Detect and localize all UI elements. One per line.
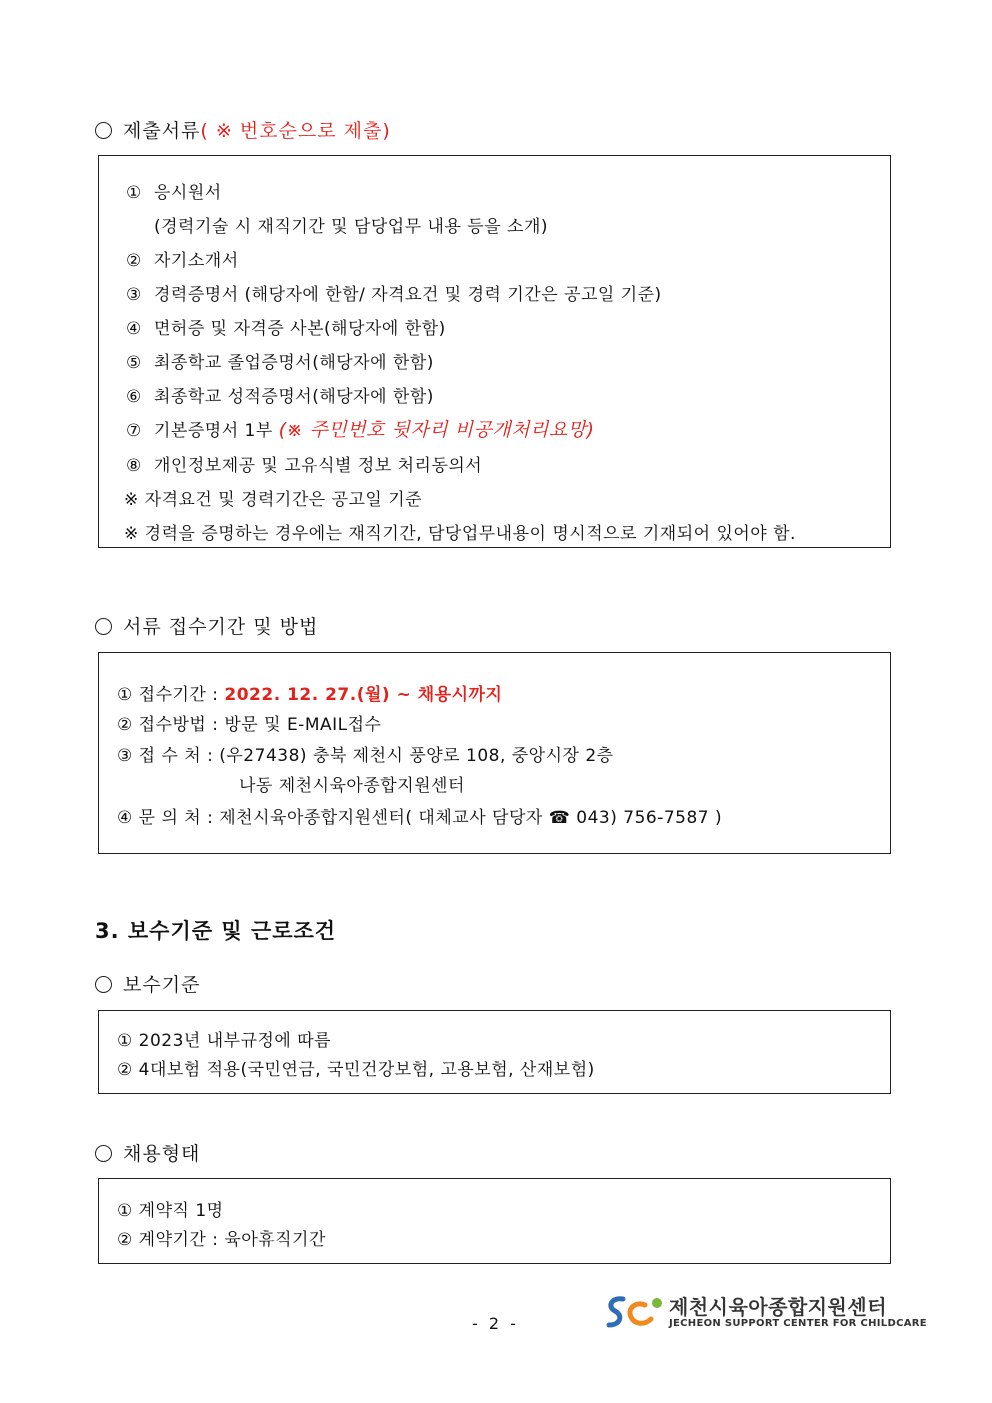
list-item: ⑥ 최종학교 성적증명서(해당자에 한함) <box>126 387 434 407</box>
reception-period: ① 접수기간 : 2022. 12. 27.(월) ~ 채용시까지 <box>117 685 503 705</box>
employment-box <box>98 1178 891 1264</box>
list-item: ⑧ 개인정보제공 및 고유식별 정보 처리동의서 <box>126 456 483 476</box>
list-item: ② 자기소개서 <box>126 251 239 271</box>
list-item: ③ 경력증명서 (해당자에 한함/ 자격요건 및 경력 기간은 공고일 기준) <box>126 285 662 305</box>
documents-order-note: ( ※ 번호순으로 제출) <box>200 120 391 142</box>
note-line: ※ 경력을 증명하는 경우에는 재직기간, 담당업무내용이 명시적으로 기재되어 있어야 함. <box>124 524 796 544</box>
list-item: (경력기술 시 재직기간 및 담당업무 내용 등을 소개) <box>154 217 549 237</box>
list-item: ① 2023년 내부규정에 따름 <box>117 1031 332 1051</box>
list-item: ② 계약기간 : 육아휴직기간 <box>117 1230 326 1250</box>
reception-contact: ④ 문 의 처 : 제천시육아종합지원센터( 대체교사 담당자 ☎ 043) 756-7587 ) <box>117 808 723 828</box>
circle-bullet-icon <box>95 976 112 993</box>
reception-place: ③ 접 수 처 : (우27438) 충북 제천시 풍양로 108, 중앙시장 2층 <box>117 746 614 766</box>
reception-box <box>98 652 891 854</box>
logo-english-name: JECHEON SUPPORT CENTER FOR CHILDCARE <box>669 1318 927 1329</box>
section-title: 3. 보수기준 및 근로조건 <box>95 919 337 943</box>
list-item: ① 응시원서 <box>126 183 222 203</box>
pay-box <box>98 1010 891 1094</box>
reception-heading: 서류 접수기간 및 방법 <box>95 612 318 639</box>
circle-bullet-icon <box>95 122 112 139</box>
list-item: ④ 면허증 및 자격증 사본(해당자에 한함) <box>126 319 446 339</box>
list-item: ⑦ 기본증명서 1부 (※ 주민번호 뒷자리 비공개처리요망) <box>126 419 595 441</box>
list-item: ⑤ 최종학교 졸업증명서(해당자에 한함) <box>126 353 434 373</box>
documents-heading: 제출서류( ※ 번호순으로 제출) <box>95 116 391 143</box>
page-number: - 2 - <box>472 1314 519 1333</box>
logo-korean-name: 제천시육아종합지원센터 <box>669 1295 888 1319</box>
circle-bullet-icon <box>95 618 112 635</box>
list-item: ① 계약직 1명 <box>117 1201 224 1221</box>
center-logo <box>605 1291 927 1337</box>
reception-place-detail: 나동 제천시육아종합지원센터 <box>239 776 465 796</box>
reception-period-value: 2022. 12. 27.(월) ~ 채용시까지 <box>224 685 503 705</box>
circle-bullet-icon <box>95 1145 112 1162</box>
phone-icon: ☎ <box>548 808 571 828</box>
pay-heading: 보수기준 <box>95 970 200 997</box>
documents-box <box>98 155 891 548</box>
list-item: ② 4대보험 적용(국민연금, 국민건강보험, 고용보험, 산재보험) <box>117 1060 595 1080</box>
logo-mark-icon <box>605 1293 667 1333</box>
note-line: ※ 자격요건 및 경력기간은 공고일 기준 <box>124 490 423 510</box>
employment-heading: 채용형태 <box>95 1139 200 1166</box>
reception-method: ② 접수방법 : 방문 및 E-MAIL접수 <box>117 715 382 735</box>
redaction-note: (※ 주민번호 뒷자리 비공개처리요망) <box>278 419 595 441</box>
